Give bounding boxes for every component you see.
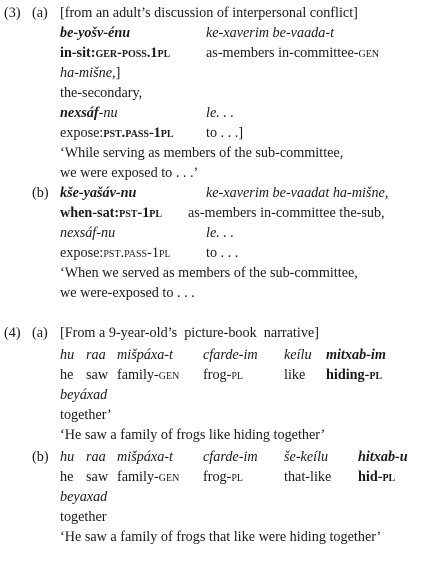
example-3b-word-2: ke-xaverim be-vaadat ha-mišne,: [206, 185, 389, 201]
example-4a-word-4: cfarde-im: [203, 347, 258, 363]
example-4b-gloss-thatlike: that-like: [284, 469, 332, 485]
example-4a-gloss-hiding: hiding-pl: [326, 367, 383, 383]
example-4a-word-3: mišpáxa-t: [117, 347, 173, 363]
example-3a-word-2: ke-xaverim be-vaada-t: [206, 25, 335, 41]
example-4b-gloss-frog: frog-pl: [203, 469, 244, 485]
example-3b-label: (b): [32, 185, 49, 201]
example-4a-word-2: raa: [86, 347, 106, 363]
example-3b-translation-line-1: ‘When we served as members of the sub-committee,: [60, 265, 358, 281]
example-4a-word-7: beyáxad: [60, 387, 108, 403]
example-3a-gloss-5: to . . .]: [206, 125, 244, 141]
example-3b-gloss-1: when-sat:pst-1pl: [60, 205, 163, 221]
example-4b-word-1: hu: [60, 449, 75, 465]
example-4b-gloss-together: together: [60, 509, 107, 525]
example-4b-gloss-family: family-gen: [117, 469, 180, 485]
example-3a-translation-line-1: ‘While serving as members of the sub-committee,: [60, 145, 344, 161]
example-3b-word-1: kše-yašáv-nu: [60, 185, 137, 201]
example-3a-translation-line-2: we were exposed to . . .’: [60, 165, 199, 181]
example-3a-gloss-2: as-members in-committee-gen: [206, 45, 380, 61]
example-4b-word-3: mišpáxa-t: [117, 449, 173, 465]
example-3a-gloss-3: the-secondary,: [60, 85, 143, 101]
example-3b-word-3: nexsáf-nu: [60, 225, 116, 241]
example-3b-gloss-4: to . . .: [206, 245, 239, 261]
example-3a-context: [from an adult’s discussion of interpersonal conflict]: [60, 5, 358, 21]
example-3-number: (3): [4, 5, 21, 21]
example-3b-gloss-3: expose:pst.pass-1pl: [60, 245, 171, 261]
example-4b-translation: ‘He saw a family of frogs that like were hiding together’: [60, 529, 382, 545]
example-4a-gloss-family: family-gen: [117, 367, 180, 383]
example-4-number: (4): [4, 325, 21, 341]
example-4a-label: (a): [32, 325, 48, 341]
example-4b-word-4: cfarde-im: [203, 449, 258, 465]
example-4a-word-6: mitxab-im: [326, 347, 386, 363]
example-3a-word-4: nexsáf-nu: [60, 105, 118, 121]
example-4a-gloss-like: like: [284, 367, 306, 383]
example-4a-gloss-together: together’: [60, 407, 112, 423]
example-4b-label: (b): [32, 449, 49, 465]
example-4a-word-5: keílu: [284, 347, 312, 363]
example-4a-gloss-frog: frog-pl: [203, 367, 244, 383]
example-4b-gloss-he: he: [60, 469, 74, 485]
example-3a-word-3: ha-mišne,]: [60, 65, 121, 81]
example-4a-word-1: hu: [60, 347, 75, 363]
example-3a-gloss-4: expose:pst.pass-1pl: [60, 125, 174, 141]
example-4a-gloss-he: he: [60, 367, 74, 383]
example-3a-word-1: be-yošv-énu: [60, 25, 131, 41]
example-4b-word-6: hitxab-u: [358, 449, 408, 465]
example-4b-word-7: beyaxad: [60, 489, 108, 505]
example-4b-word-5: še-keílu: [284, 449, 329, 465]
example-3b-gloss-2: as-members in-committee the-sub,: [188, 205, 385, 221]
example-4b-word-2: raa: [86, 449, 106, 465]
example-3b-translation-line-2: we were-exposed to . . .: [60, 285, 195, 301]
example-4a-translation: ‘He saw a family of frogs like hiding together’: [60, 427, 326, 443]
example-4a-gloss-saw: saw: [86, 367, 109, 383]
example-3a-label: (a): [32, 5, 48, 21]
example-4b-gloss-hid: hid-pl: [358, 469, 396, 485]
example-3a-word-5: le. . .: [206, 105, 234, 121]
example-4b-gloss-saw: saw: [86, 469, 109, 485]
example-3b-word-4: le. . .: [206, 225, 234, 241]
example-4a-context: [From a 9-year-old’s picture-book narrative]: [60, 325, 319, 341]
example-3a-gloss-1: in-sit:ger-poss.1pl: [60, 45, 171, 61]
